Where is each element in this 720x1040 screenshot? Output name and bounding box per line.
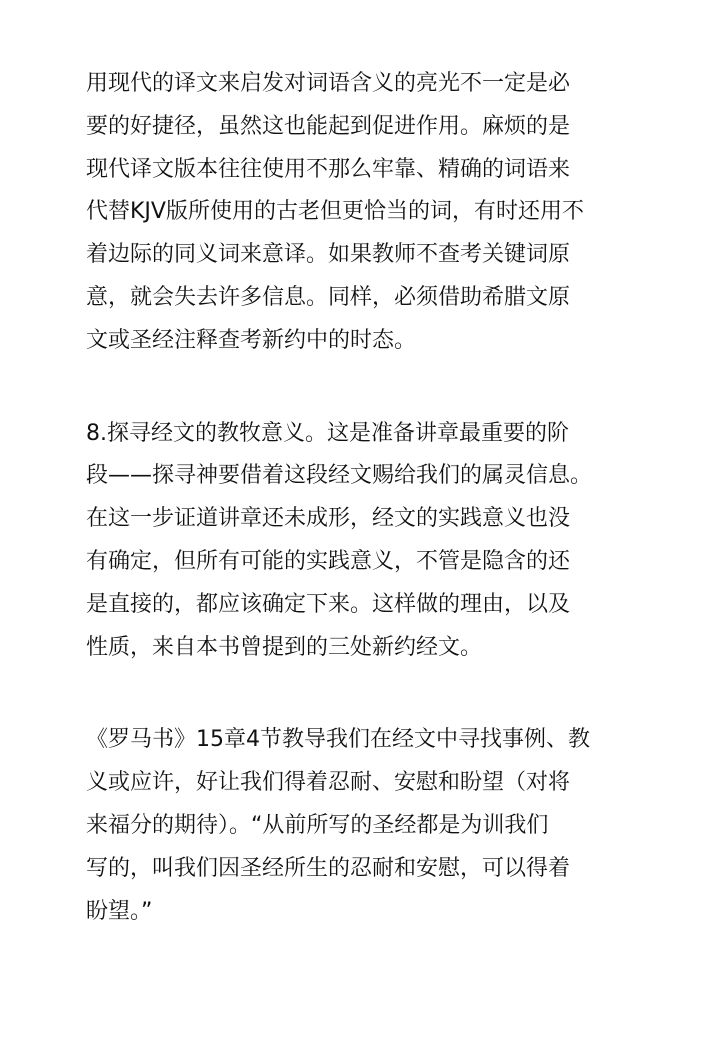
text-line: 段——探寻神要借着这段经文赐给我们的属灵信息。 <box>86 463 593 489</box>
text-line: 代替KJV版所使用的古老但更恰当的词，有时还用不 <box>86 199 584 225</box>
text-line: 《罗马书》15章4节教导我们在经文中寻找事例、教 <box>86 727 590 753</box>
text-line: 文或圣经注释查考新约中的时态。 <box>86 327 417 353</box>
text-line: 义或应许，好让我们得着忍耐、安慰和盼望（对将 <box>86 770 571 796</box>
text-line: 意，就会失去许多信息。同样，必须借助希腊文原 <box>86 284 571 310</box>
text-line: 在这一步证道讲章还未成形，经文的实践意义也没 <box>86 506 571 532</box>
text-line: 8.探寻经文的教牧意义。这是准备讲章最重要的阶 <box>86 420 569 446</box>
text-line: 盼望。” <box>86 898 153 924</box>
paragraph-romans-15-4 <box>86 719 646 933</box>
text-line: 性质，来自本书曾提到的三处新约经文。 <box>86 634 483 660</box>
text-line: 着边际的同义词来意译。如果教师不查考关键词原 <box>86 242 571 268</box>
paragraph-gap <box>86 669 646 719</box>
paragraph-step-8 <box>86 413 646 670</box>
paragraph-gap <box>86 363 646 413</box>
text-line: 来福分的期待）。“从前所写的圣经都是为训我们 <box>86 812 549 838</box>
text-line: 现代译文版本往往使用不那么牢靠、精确的词语来 <box>86 156 571 182</box>
text-line: 用现代的译文来启发对词语含义的亮光不一定是必 <box>86 71 571 96</box>
paragraph-translation-note <box>86 63 646 363</box>
text-line: 要的好捷径，虽然这也能起到促进作用。麻烦的是 <box>86 113 571 139</box>
text-line: 是直接的，都应该确定下来。这样做的理由，以及 <box>86 591 571 617</box>
text-line: 有确定，但所有可能的实践意义，不管是隐含的还 <box>86 548 571 574</box>
document-page <box>86 63 646 933</box>
text-line: 写的，叫我们因圣经所生的忍耐和安慰，可以得着 <box>86 855 571 881</box>
